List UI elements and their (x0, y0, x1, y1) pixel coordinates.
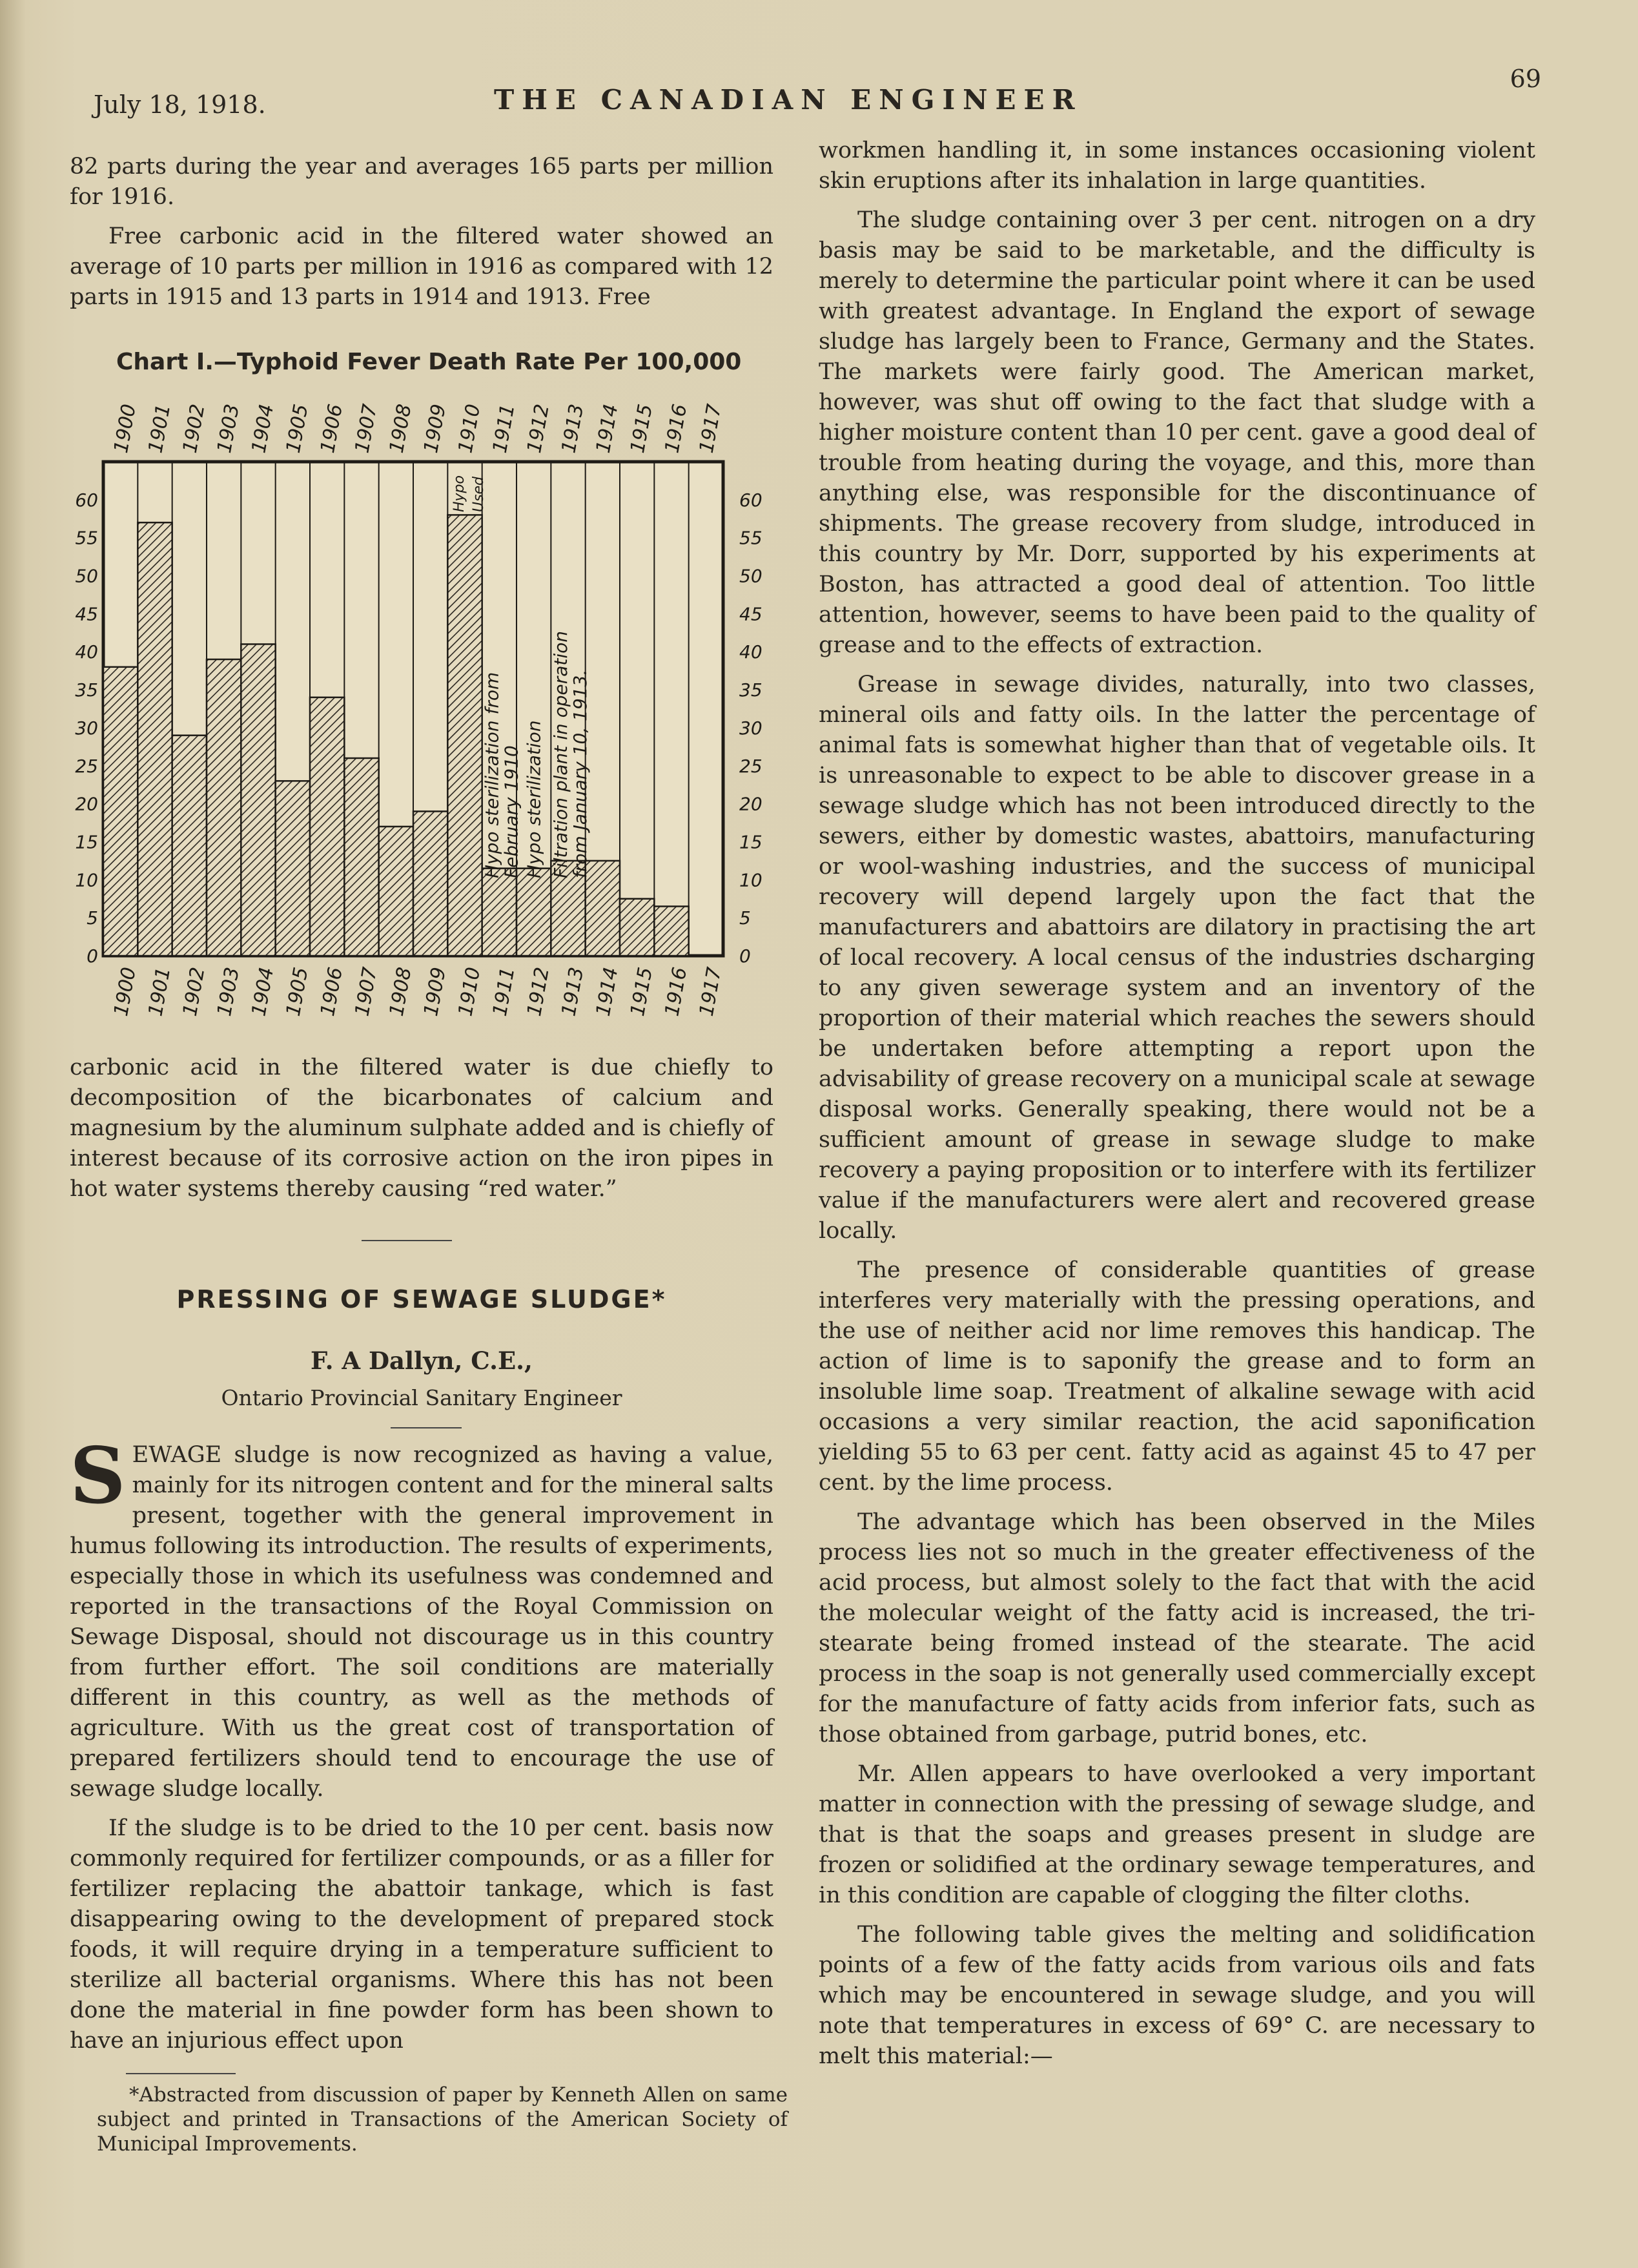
y-tick-label-right: 50 (739, 565, 763, 587)
bar-1901 (138, 522, 172, 956)
bar-1906 (310, 697, 344, 956)
chart-annotation-line: Hypo sterilization from (481, 672, 503, 878)
article-body-left (70, 1430, 773, 2065)
y-tick-label-left: 10 (75, 869, 98, 891)
y-tick-label-right: 20 (739, 793, 763, 815)
x-tick-label-top: 1906 (316, 402, 347, 455)
right-column (819, 136, 1535, 2081)
paragraph: The advantage which has been observed in the Miles process lies not so much in the greater effectiveness of the acid process, but almost solely to the fact that with the acid the molecular weight of the fatty acid is increased, the tri-stearate being fromed instead of the stearate. The acid process in the soap is not generally used commercially except for the manufacture of fatty acids from inferior fats, such as those obtained from garbage, putrid bones, etc. (819, 1509, 1535, 1747)
bar-1909 (413, 811, 447, 956)
y-tick-label-left: 0 (87, 945, 98, 967)
y-tick-label-left: 45 (75, 603, 98, 625)
chart-title: Chart I.—Typhoid Fever Death Rate Per 100,000 (116, 349, 742, 375)
bar-1903 (207, 659, 241, 956)
y-tick-label-left: 55 (75, 527, 98, 549)
x-tick-label-top: 1909 (420, 402, 451, 455)
article-title: PRESSING OF SEWAGE SLUDGE* (176, 1285, 667, 1314)
x-tick-label-bottom: 1907 (351, 965, 382, 1018)
x-tick-label-bottom: 1914 (591, 965, 623, 1018)
left-column-top (70, 152, 773, 322)
paragraph: If the sludge is to be dried to the 10 per cent. basis now commonly required for fertilizer compounds, or as a filler for fertilizer replacing the abattoir tankage, which is fast disappearing owing to the development of prepared stock foods, it will require drying in a temperature sufficient to sterilize all bacterial organisms. Where this has not been done the material in fine powder form has been shown to have an injurious effect upon (70, 1815, 773, 2054)
x-tick-label-bottom: 1912 (523, 965, 554, 1018)
paragraph-text: EWAGE sludge is now recognized as having a value, mainly for its nitrogen content and for the mineral salts present, together with the general improvement in humus following its introduction. The results of experiments, especially those in which its usefulness was condemned and reported in the transactions of the Royal Commission on Sewage Disposal, should not discourage us in this country from further effort. The soil conditions are materially different in this country, as well as the methods of agriculture. With us the great cost of transportation of prepared fertilizers should tend to encourage the use of sewage sludge locally. (70, 1442, 773, 1802)
x-tick-label-top: 1907 (351, 402, 382, 455)
left-column-post-chart (70, 1053, 773, 1213)
y-tick-label-right: 60 (739, 489, 763, 511)
footnote: *Abstracted from discussion of paper by Kenneth Allen on same subject and printed in Transactions of the American Society of Municipal Improvements. (97, 2083, 788, 2156)
x-tick-label-top: 1916 (660, 402, 692, 455)
paragraph: carbonic acid in the filtered water is due chiefly to decomposition of the bicarbonates of calcium and magnesium by the aluminum sulphate added and is chiefly of interest because of its corrosive action on the iron pipes in hot water systems thereby causing “red water.” (70, 1055, 773, 1202)
x-tick-label-bottom: 1913 (557, 965, 589, 1018)
x-tick-label-top: 1913 (557, 402, 589, 455)
y-tick-label-left: 50 (75, 565, 98, 587)
y-tick-label-left: 35 (75, 679, 98, 701)
paragraph (70, 1430, 773, 1804)
x-tick-label-top: 1902 (178, 402, 210, 455)
x-tick-label-top: 1908 (385, 402, 416, 455)
y-tick-label-right: 0 (739, 945, 751, 967)
y-tick-label-left: 15 (75, 831, 98, 853)
x-tick-label-bottom: 1910 (454, 965, 486, 1018)
chart-annotation-line: Filtration plant in operation (550, 630, 571, 878)
chart-svg (71, 336, 788, 1046)
paragraph: The sludge containing over 3 per cent. nitrogen on a dry basis may be said to be marketable, and the difficulty is merely to determine the particular point where it can be used with greatest advantage. In England the export of sewage sludge has largely been to France, Germany and the States. The markets were fairly good. The American market, however, was shut off owing to the fact that sludge with a higher moisture content than 10 per cent. gave a good deal of trouble from heating during the voyage, and this, more than anything else, was responsible for the discontinuance of shipments. The grease recovery from sludge, introduced in this country by Mr. Dorr, supported by his experiments at Boston, has attracted a good deal of attention. Too little attention, however, seems to have been paid to the quality of grease and to the effects of extraction. (819, 207, 1535, 658)
x-tick-label-bottom: 1908 (385, 965, 416, 1018)
x-tick-label-top: 1912 (523, 402, 554, 455)
bar-1915 (620, 899, 654, 956)
x-tick-label-bottom: 1916 (660, 965, 692, 1018)
bar-1910 (447, 515, 482, 956)
y-tick-label-right: 5 (739, 907, 751, 929)
y-tick-label-right: 10 (739, 869, 763, 891)
y-tick-label-right: 45 (739, 603, 763, 625)
x-tick-label-top: 1914 (591, 402, 623, 455)
x-tick-label-top: 1904 (247, 402, 279, 455)
x-tick-label-bottom: 1903 (213, 965, 244, 1018)
chart-typhoid (71, 336, 788, 1046)
running-header (94, 65, 1541, 129)
paragraph: 82 parts during the year and averages 165 parts per million for 1916. (70, 154, 773, 210)
x-tick-label-top: 1911 (488, 402, 520, 455)
page-number: 69 (1510, 65, 1541, 93)
x-tick-label-top: 1910 (454, 402, 486, 455)
article-affiliation: Ontario Provincial Sanitary Engineer (221, 1385, 622, 1410)
y-tick-label-right: 30 (739, 717, 763, 739)
chart-annotation-line: Hypo (451, 475, 467, 512)
x-tick-label-top: 1903 (213, 402, 244, 455)
chart-annotation (524, 720, 545, 878)
bar-1902 (172, 736, 207, 956)
bar-1907 (344, 758, 378, 956)
bar-1900 (103, 667, 138, 956)
y-tick-label-right: 35 (739, 679, 763, 701)
y-tick-label-right: 55 (739, 527, 763, 549)
paragraph: Free carbonic acid in the filtered water showed an average of 10 parts per million in 1916 as compared with 12 parts in 1915 and 13 parts in 1914 and 1913. Free (70, 223, 773, 310)
byline-divider (391, 1427, 462, 1428)
y-tick-label-left: 5 (87, 907, 98, 929)
y-tick-label-right: 15 (739, 831, 763, 853)
drop-cap: S (70, 1430, 126, 1521)
x-tick-label-top: 1900 (110, 402, 141, 455)
y-tick-label-left: 60 (75, 489, 98, 511)
paragraph: Mr. Allen appears to have overlooked a very important matter in connection with the pressing of sewage sludge, and that is that the soaps and greases present in sludge are frozen or solidified at the ordinary sewage temperatures, and in this condition are capable of clogging the filter cloths. (819, 1761, 1535, 1908)
bar-1908 (379, 827, 413, 956)
chart-annotation-line: Used (471, 476, 487, 512)
x-tick-label-bottom: 1915 (626, 965, 657, 1018)
bar-1911 (482, 869, 517, 956)
paragraph: Grease in sewage divides, naturally, into two classes, mineral oils and fatty oils. In the latter the percentage of animal fats is somewhat higher than that of vegetable oils. It is unreasonable to expect to be able to discover grease in a sewage sludge which has not been introduced directly to the sewers, either by domestic wastes, abattoirs, manufacturing or wool-washing industries, and the success of municipal recovery will depend largely upon the fact that the manufacturers and abattoirs are dilatory in practising the art of local recovery. A local census of the industries dscharging to any given sewerage system and an inventory of the proportion of their material which reaches the sewers should be undertaken before attempting a report upon the advisability of grease recovery on a municipal scale at sewage disposal works. Generally speaking, there would not be a sufficient amount of grease in sewage sludge to make recovery a paying proposition or to interfere with its fertilizer value if the manufacturers were alert and recovered grease locally. (819, 672, 1535, 1244)
x-tick-label-bottom: 1904 (247, 965, 279, 1018)
header-title: THE CANADIAN ENGINEER (494, 84, 1083, 116)
x-tick-label-bottom: 1917 (695, 965, 726, 1018)
y-tick-label-left: 25 (75, 755, 98, 777)
x-tick-label-top: 1917 (695, 402, 726, 455)
chart-annotation-line: Hypo sterilization (523, 720, 545, 878)
x-tick-label-top: 1915 (626, 402, 657, 455)
y-tick-label-right: 40 (739, 641, 763, 663)
paragraph: The following table gives the melting and solidification points of a few of the fatty acids from various oils and fats which may be encountered in sewage sludge, and you will note that temperatures in excess of 69° C. are necessary to melt this material:— (819, 1922, 1535, 2069)
y-tick-label-left: 30 (75, 717, 98, 739)
bar-1916 (654, 907, 688, 956)
y-tick-label-right: 25 (739, 755, 763, 777)
x-tick-label-bottom: 1901 (144, 965, 176, 1018)
x-tick-label-bottom: 1909 (420, 965, 451, 1018)
footnote-rule (126, 2073, 236, 2074)
y-tick-label-left: 40 (75, 641, 98, 663)
bar-1905 (276, 781, 310, 956)
x-tick-label-top: 1905 (282, 402, 313, 455)
bar-1904 (241, 644, 275, 956)
x-tick-label-bottom: 1900 (110, 965, 141, 1018)
chart-annotation-line: from January 10, 1913. (569, 669, 591, 878)
paragraph: workmen handling it, in some instances occasioning violent skin eruptions after its inhalation in large quantities. (819, 138, 1535, 194)
x-tick-label-bottom: 1906 (316, 965, 347, 1018)
x-tick-label-top: 1901 (144, 402, 176, 455)
x-tick-label-bottom: 1911 (488, 965, 520, 1018)
chart-annotation-line: February 1910 (500, 745, 522, 878)
x-tick-label-bottom: 1905 (282, 965, 313, 1018)
y-tick-label-left: 20 (75, 793, 98, 815)
header-date: July 18, 1918. (94, 90, 266, 119)
x-tick-label-bottom: 1902 (178, 965, 210, 1018)
paragraph: The presence of considerable quantities of grease interferes very materially with the pressing operations, and the use of neither acid nor lime removes this handicap. The action of lime is to saponify the grease and to form an insoluble lime soap. Treatment of alkaline sewage with acid occasions a very similar reaction, the acid saponification yielding 55 to 63 per cent. fatty acid as against 45 to 47 per cent. by the lime process. (819, 1257, 1535, 1496)
section-divider (362, 1240, 452, 1241)
article-author: F. A Dallyn, C.E., (311, 1346, 533, 1375)
bar-1912 (517, 869, 551, 956)
